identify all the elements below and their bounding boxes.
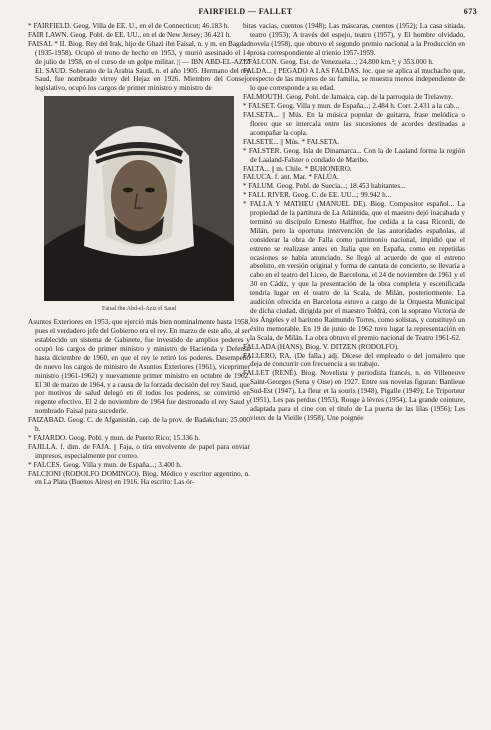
entry-falda: FALDA... || PEGADO A LAS FALDAS. loc. que se aplica al muchacho que, respecto de las mujeres de su familia, se muestra menos independiente de lo que corresponde a su edad. [243,66,465,93]
entry-falla-y-matheu: * FALLA Y MATHEU (MANUEL DE). Biog. Compositor español... La propiedad de la partitura de La Atlántida, que el maestro dejó inacabada y terminó su discípulo Ernesto Halffter, fue cedida a la casa Ricordi, de Milán, pero la oportuna intervención de las autoridades españolas, al considerar la obra de Falla como patrimonio nacional, impidió que el estreno se realizase antes en Italia que en España, como en repetidas ocasiones se había anunciado. Se llegó al acuerdo de que el estreno absoluto, en versión original y forma de cantata de concierto, se llevaría a cabo en el teatro del Liceo, de Barcelona, el 24 de noviembre de 1961 y el 30 en Cádiz, y que la presentación de la obra completa y escenificada tendría lugar en el teatro de la Scala, de Milán, posteriormente. La audición ofrecida en Barcelona estuvo a cargo de la Orquesta Municipal de dicha ciudad, dirigida por el maestro Toldrá, con la soprano Victoria de los Ángeles y el barítono Raimundo Torres, como solistas, y constituyó un éxito memorable. En 19 de junio de 1962 tuvo lugar la representación en la Scala, de Milán. La obra obtuvo el premio nacional de Teatro 1961-62. [243,200,465,342]
entry-fair-lawn: FAIR LAWN. Geog. Pobl. de EE. UU., en el de New Jersey; 36.421 h. [28,30,232,39]
entry-falta: FALTA... || m. Chile. * BUHONERO. [243,164,352,173]
entry-falster: * FALSTER. Geog. Isla de Dinamarca... Con la de Laaland forma la región de Laaland-Falster o condado de Maribo. [243,146,465,164]
header-title: FAIRFIELD — FALLET [198,7,293,16]
entry-fairfield: * FAIRFIELD. Geog. Villa de EE. U., en el de Connecticut; 46.183 h. [28,22,230,30]
entry-falcioni: FALCIONI (RODOLFO DOMINGO). Biog. Médico y escritor argentino, n. en La Plata (Buenos Aires) en 1916. Ha escrito: Las ór- [28,469,250,487]
entry-fallero: FALLERO, RA. (De falla.) adj. Dícese del empleado o del jornalero que deja de concurrir con frecuencia a su trabajo. [243,351,465,369]
entry-fallada: FALLADA (HANS). Biog. V. DITZEN (RODOLFO). [243,342,399,351]
entry-fall-river: * FALL RIVER. Geog. C. de EE. UU...; 99.942 h... [243,191,392,200]
entry-falsete: FALSETE... || Mús. * FALSETA. [243,137,340,146]
entry-falmouth: FALMOUTH. Geog. Pobl. de Jamaica, cap. de la parroquia de Trelawny. [243,93,453,102]
entry-falces: * FALCES. Geog. Villa y mun. de España...; 3.400 h. [28,460,182,469]
left-column [28,22,250,722]
photo-caption: Faisal ibn Abd-el-Aziz el Saud [102,306,176,313]
entry-faizabad: FAIZABAD. Geog. C. de Afganistán, cap. de la prov. de Badakchan; 25.000 h. [28,416,250,434]
page-number: 673 [463,7,477,16]
portrait-photo [44,96,234,301]
entry-falset: * FALSET. Geog. Villa y mun. de España...; 2.484 h. Corr. 2.431 a la cab... [243,102,460,111]
entry-fajilla: FAJILLA. f. dim. de FAJA. || Faja, o tira envolvente de papel para enviar impresos, especialmente por correo. [28,442,250,460]
right-column [243,22,465,722]
entry-faisal: FAISAL * II. Biog. Rey del Irak, hijo de Ghazi ibn Faisal, n. y m. en Bagdad (1935-1958). Ocupó el trono de hecho en 1953, y murió asesinado el 14 de julio de 1958, en el curso de un golpe militar. || — IBN ABD-EL-AZIZ EL SAUD. Soberano de la Arabia Saudí, n. el año 1905. Hermano del rey Saud, fue nombrado virrey del Hejaz en 1926. Miembro del Consejo legislativo, ocupó los cargos de primer ministro y ministro de [28,39,250,93]
entry-fajardo: * FAJARDO. Geog. Pobl. y mun. de Puerto Rico; 15.336 h. [28,433,200,442]
entry-falcioni-continued: bitas vacías, cuentos (1948); Las máscaras, cuentos (1952); La casa sitiada, teatro (1953); A través del espejo, teatro (1957), y El hombre olvidado, novela (1958), que obtuvo el segundo premio nacional a la Producción en prosa correspondiente al trienio 1957-1959. [243,22,465,57]
entry-faisal-continued: Asuntos Exteriores en 1953, que ejerció más bien nominalmente hasta 1958, pues el verdadero jefe del Gobierno era el rey. En marzo de este año, al ser establecido un sistema de Gabinete, fue investido de amplios poderes y ocupó los cargos de primer ministro y ministro de Hacienda y Defensa hasta diciembre de 1960, en que el rey le retiró los poderes. Desempeñó de nuevo los cargos de ministro de Asuntos Exteriores (1961), viceprimer ministro (1961-1962) y nuevamente primer ministro en octubre de 1962. El 30 de marzo de 1964, y a causa de la forzada decisión del rey Saud, que por motivos de salud delegó en él todos los poderes, se convirtió en regente efectivo. El 2 de noviembre de 1964 fue destronado el rey Saud y nombrado Faisal para sucederle. [28,318,250,416]
entry-faluca: FALUCA. f. ant. Mar. * FALÚA. [243,173,339,182]
entry-falcon: * FALCON. Geog. Est. de Venezuela...; 24.800 km.²; y 353.000 h. [243,57,434,66]
entry-fallet: FALLET (RENÉ). Biog. Novelista y periodista francés, n. en Villeneuve Saint-Georges (Sena y Oise) en 1927. Entre sus novelas figuran: Banlieue Sud-Est (1947), La fleur et la souris (1948), Pigalle (1949), Le Triporteur (1951), Les pas perdus (1953), Rouge à lèvres (1954), La grande ceinture, adaptada para el cine con el título de La puerta de las lilas (1956); Les vieux de la Vieille (1958), Une poignée [243,369,465,422]
portrait-figure [44,96,234,314]
entry-falum: * FALUM. Geog. Pobl. de Suecia...; 18.453 habitantes... [243,182,406,191]
running-header [0,7,491,19]
entry-falseta: FALSETA... || Mús. En la música popular de guitarra, frase melódica o floreo que se intercala entre las sucesiones de acordes destinadas a acompañar la copla. [243,111,465,137]
